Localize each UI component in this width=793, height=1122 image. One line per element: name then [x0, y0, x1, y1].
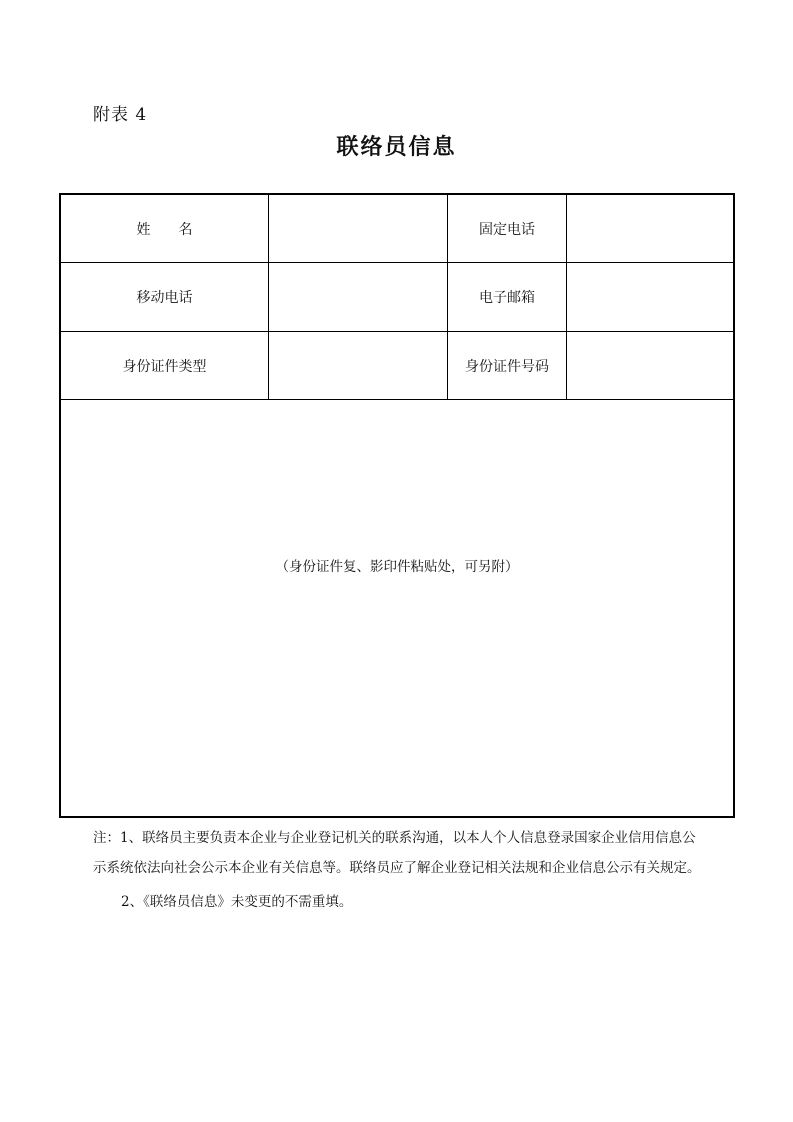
form-row-name [61, 195, 733, 263]
email-field[interactable] [566, 263, 733, 331]
contact-info-form [59, 193, 735, 818]
name-field[interactable] [268, 195, 447, 262]
landline-label: 固定电话 [447, 195, 566, 262]
note-2: 2、《联络员信息》未变更的不需重填。 [121, 894, 353, 910]
name-label [61, 195, 268, 262]
id-copy-paste-area [61, 400, 733, 816]
name-label-text: 姓名 [136, 221, 221, 238]
id-number-field[interactable] [566, 332, 733, 399]
paste-note: （身份证件复、影印件粘贴处，可另附） [275, 559, 519, 575]
form-row-mobile [61, 263, 733, 332]
id-number-label: 身份证件号码 [447, 332, 566, 399]
form-row-id [61, 332, 733, 400]
page-title: 联络员信息 [336, 135, 457, 160]
notes-section [93, 823, 705, 917]
id-type-label: 身份证件类型 [122, 358, 207, 375]
id-type-field[interactable] [268, 332, 447, 399]
mobile-label: 移动电话 [136, 290, 193, 306]
note-1: 注：1、联络员主要负责本企业与企业登记机关的联系沟通，以本人个人信息登录国家企业信用信息公示系统依法向社会公示本企业有关信息等。联络员应了解企业登记相关法规和企业信息公示有关规定。 [93, 830, 701, 876]
landline-field[interactable] [566, 195, 733, 262]
email-label: 电子邮箱 [447, 263, 566, 331]
attachment-label: 附表 4 [93, 105, 148, 125]
mobile-field[interactable] [268, 263, 447, 331]
